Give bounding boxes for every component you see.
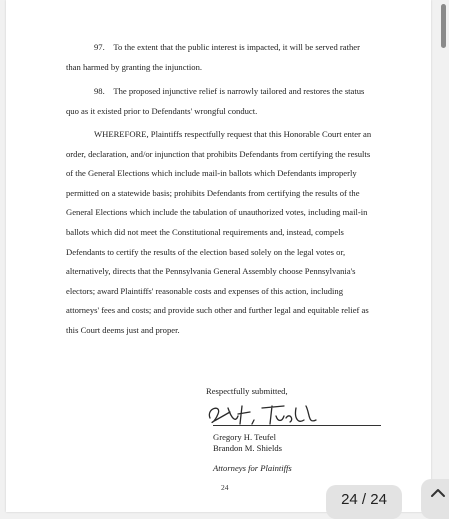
page-indicator (326, 485, 402, 519)
chevron-up-icon (430, 487, 446, 499)
attorneys-label: Attorneys for Plaintiffs (213, 463, 292, 473)
paragraph-wherefore: WHEREFORE, Plaintiffs respectfully request that this Honorable Court enter an order, declaration, and/or injunction that prohibits Defendants from certifying the results of the General Elections which include mail-in ballots which Defendants improperly permitted on a statewide basis; prohibits Defendants from certifying the results of the General Elections which include the tabulation of unauthorized votes, including mail-in ballots which did not meet the Constitutional requirements and, instead, compels Defendants to certify the results of the election based solely on the legal votes or, alternatively, directs that the Pennsylvania General Assembly choose Pennsylvania's electors; award Plaintiffs' reasonable costs and expenses of this action, including attorneys' fees and costs; and provide such other and further legal and equitable relief as this Court deems just and proper. (66, 129, 372, 335)
closing-text: Respectfully submitted, (206, 386, 288, 396)
document-page (6, 0, 431, 512)
page-indicator-text: 24 / 24 (341, 490, 387, 508)
paragraph-98: 98. The proposed injunctive relief is narrowly tailored and restores the status quo as it existed prior to Defendants' wrongful conduct. (66, 86, 365, 116)
paragraph-97: 97. To the extent that the public interest is impacted, it will be served rather than harmed by granting the injunction. (66, 42, 360, 72)
scroll-to-top-button[interactable] (421, 479, 449, 519)
signer-name: Gregory H. Teufel (213, 432, 276, 442)
signer-names (213, 432, 282, 453)
signer-name: Brandon M. Shields (213, 442, 282, 453)
signature-line (213, 425, 381, 426)
scrollbar-thumb[interactable] (441, 4, 446, 48)
page-number: 24 (221, 483, 229, 492)
